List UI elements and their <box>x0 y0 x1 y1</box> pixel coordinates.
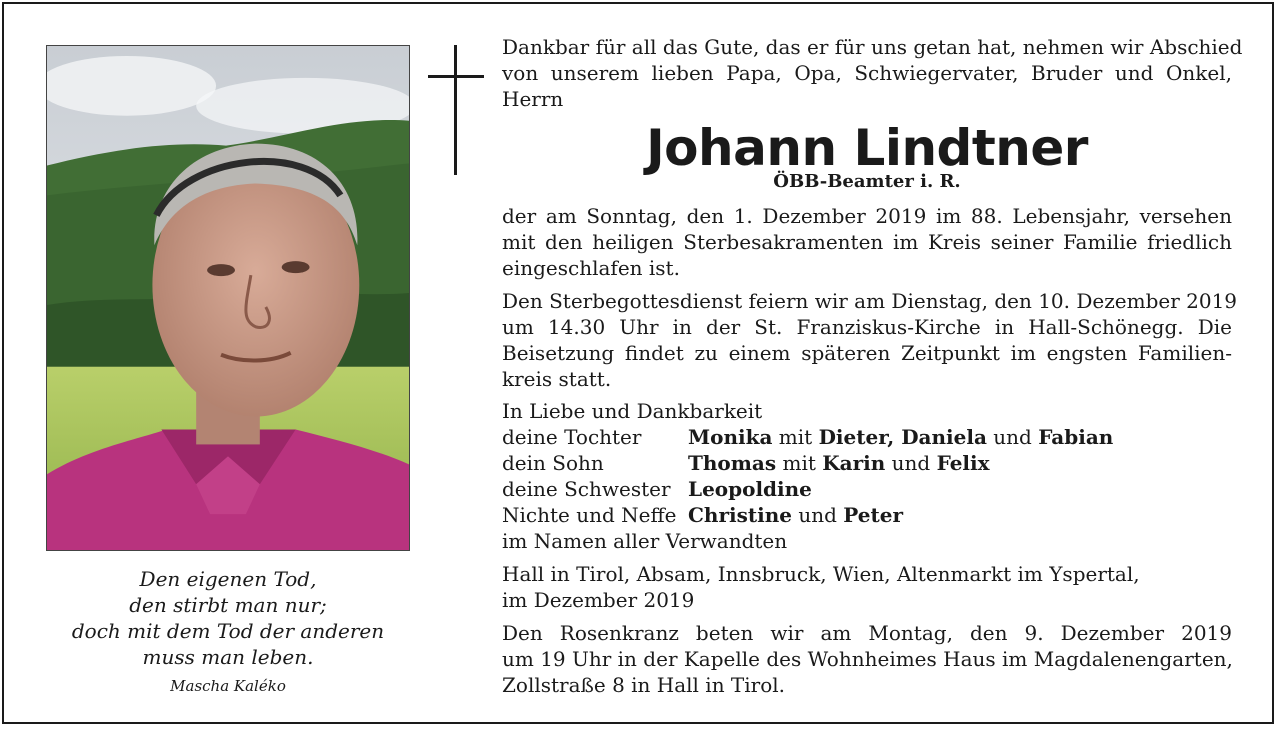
family-outro-text: im Namen aller Verwandten <box>502 529 788 553</box>
service-line: kreis statt. <box>502 367 612 391</box>
rosary-paragraph <box>502 620 1232 698</box>
portrait-photo <box>46 45 410 551</box>
family-relation: dein Sohn <box>502 451 604 475</box>
death-paragraph <box>502 203 1232 281</box>
intro-paragraph <box>502 34 1243 112</box>
quote <box>46 566 410 670</box>
family-row <box>502 476 1232 502</box>
death-line: der am Sonntag, den 1. Dezember 2019 im 88. Lebensjahr, versehen <box>502 204 1232 228</box>
family-member: Thomas <box>688 451 777 475</box>
family-connector: mit <box>772 425 819 449</box>
family-member: Karin <box>822 451 886 475</box>
intro-line: Dankbar für all das Gute, das er für uns getan hat, nehmen wir Abschied <box>502 35 1243 59</box>
family-member: Leopoldine <box>688 477 812 501</box>
service-line: um 14.30 Uhr in der St. Franziskus-Kirche in Hall-Schönegg. Die <box>502 315 1232 339</box>
death-line: eingeschlafen ist. <box>502 256 680 280</box>
rosary-line: Zollstraße 8 in Hall in Tirol. <box>502 673 786 697</box>
family-relation: Nichte und Neffe <box>502 503 677 527</box>
quote-line: muss man leben. <box>142 645 314 669</box>
intro-line: von unserem lieben Papa, Opa, Schwiegervater, Bruder und Onkel, <box>502 61 1232 85</box>
family-intro-text: In Liebe und Dankbarkeit <box>502 399 763 423</box>
deceased-name: Johann Lindtner <box>646 119 1088 177</box>
quote-line: Den eigenen Tod, <box>139 567 317 591</box>
family-outro <box>502 528 1232 554</box>
family-row <box>502 502 1232 528</box>
service-line: Beisetzung findet zu einem späteren Zeitpunkt im engsten Familien- <box>502 341 1232 365</box>
places-line: Hall in Tirol, Absam, Innsbruck, Wien, Altenmarkt im Yspertal, <box>502 562 1140 586</box>
family-member: Fabian <box>1038 425 1114 449</box>
places-paragraph <box>502 561 1232 613</box>
family-connector: mit <box>776 451 823 475</box>
service-paragraph <box>502 288 1238 392</box>
family-intro <box>502 398 1232 424</box>
family-connector: und <box>986 425 1039 449</box>
family-member: Peter <box>843 503 903 527</box>
family-connector: und <box>885 451 937 475</box>
family-relation: deine Schwester <box>502 477 671 501</box>
family-row <box>502 424 1232 450</box>
family-connector: und <box>791 503 844 527</box>
cross-icon <box>428 45 484 175</box>
death-line: mit den heiligen Sterbesakramenten im Kreis seiner Familie friedlich <box>502 230 1232 254</box>
family-row <box>502 450 1232 476</box>
rosary-line: um 19 Uhr in der Kapelle des Wohnheimes Haus im Magdalenengarten, <box>502 647 1233 671</box>
family-member: Dieter, Daniela <box>818 425 987 449</box>
family-member: Felix <box>936 451 990 475</box>
quote-line: doch mit dem Tod der anderen <box>71 619 385 643</box>
quote-line: den stirbt man nur; <box>129 593 327 617</box>
intro-line: Herrn <box>502 87 564 111</box>
places-line: im Dezember 2019 <box>502 588 695 612</box>
family-list <box>502 398 1232 554</box>
family-member: Monika <box>688 425 773 449</box>
family-member: Christine <box>688 503 792 527</box>
deceased-title: ÖBB-Beamter i. R. <box>773 171 961 192</box>
quote-author: Mascha Kaléko <box>170 677 286 695</box>
service-line: Den Sterbegottesdienst feiern wir am Dienstag, den 10. Dezember 2019 <box>502 289 1238 313</box>
family-relation: deine Tochter <box>502 425 642 449</box>
rosary-line: Den Rosenkranz beten wir am Montag, den 9. Dezember 2019 <box>502 621 1232 645</box>
